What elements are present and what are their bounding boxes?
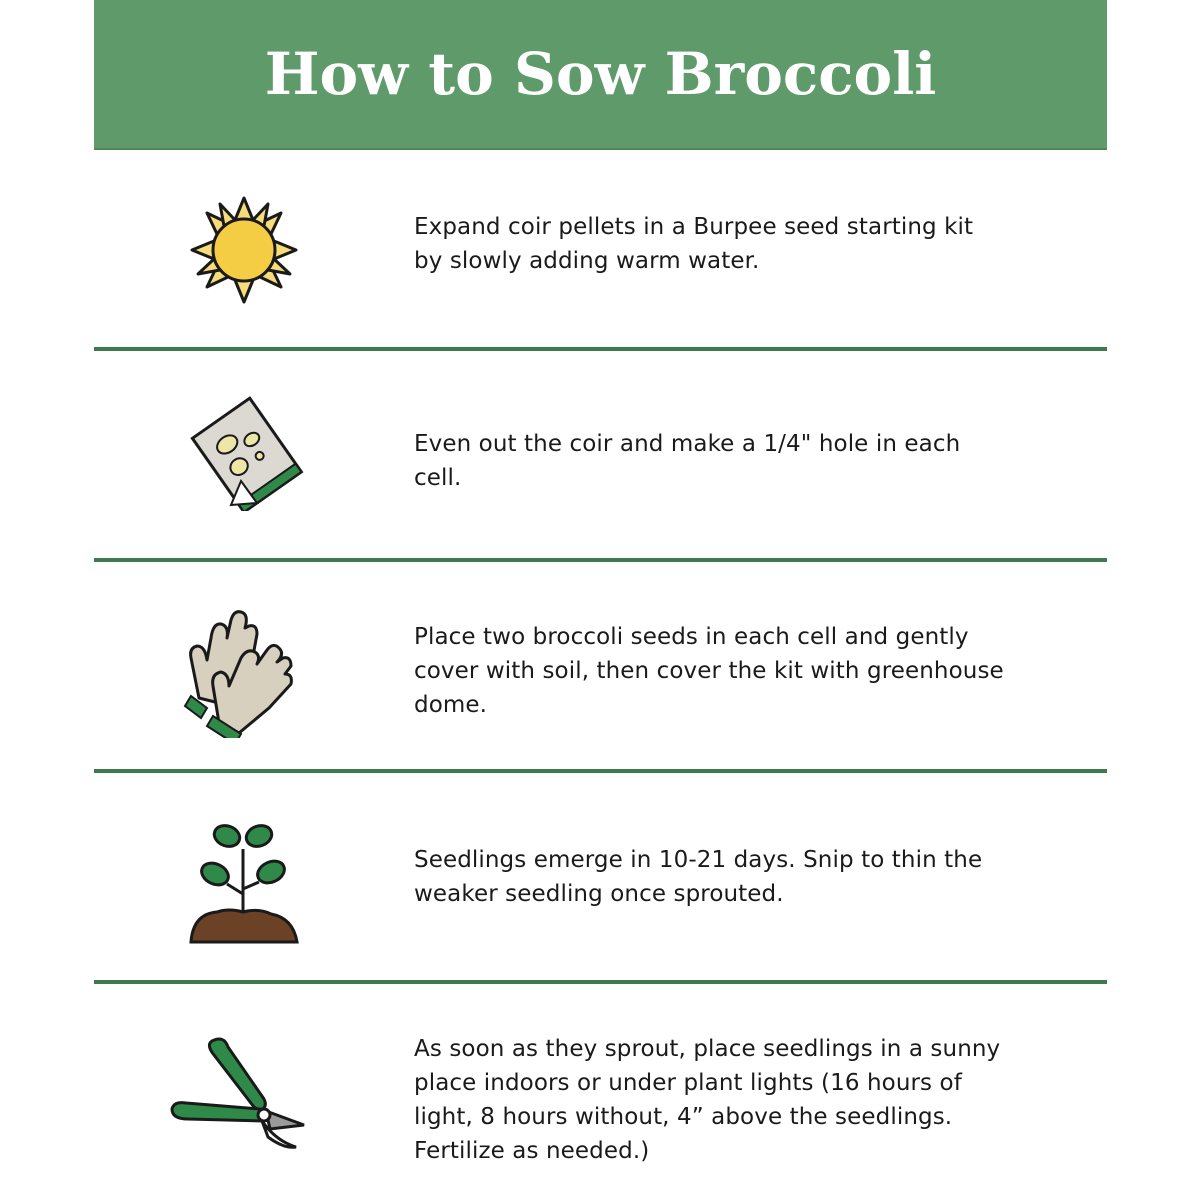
step-1 bbox=[94, 150, 1107, 348]
step-1-text: Expand coir pellets in a Burpee seed starting kit by slowly adding warm water. bbox=[414, 214, 974, 274]
step-2-text: Even out the coir and make a 1/4" hole in each cell. bbox=[414, 431, 961, 491]
header-banner bbox=[94, 0, 1107, 150]
pruning-shears-icon bbox=[164, 1020, 324, 1160]
sun-icon bbox=[174, 180, 314, 320]
step-3 bbox=[94, 562, 1107, 769]
seedling-icon bbox=[174, 809, 314, 949]
page-title: How to Sow Broccoli bbox=[264, 40, 937, 108]
step-5 bbox=[94, 984, 1107, 1200]
step-4 bbox=[94, 773, 1107, 980]
step-2 bbox=[94, 351, 1107, 558]
gardening-gloves-icon bbox=[174, 598, 314, 738]
step-4-text: Seedlings emerge in 10-21 days. Snip to thin the weaker seedling once sprouted. bbox=[414, 847, 983, 907]
step-3-text: Place two broccoli seeds in each cell and gently cover with soil, then cover the kit with greenhouse dome. bbox=[414, 624, 1004, 718]
seed-packet-icon bbox=[174, 381, 314, 521]
step-5-text: As soon as they sprout, place seedlings in a sunny place indoors or under plant lights (16 hours of light, 8 hours without, 4” above the seedlings. Fertilize as needed.) bbox=[414, 1036, 1001, 1164]
